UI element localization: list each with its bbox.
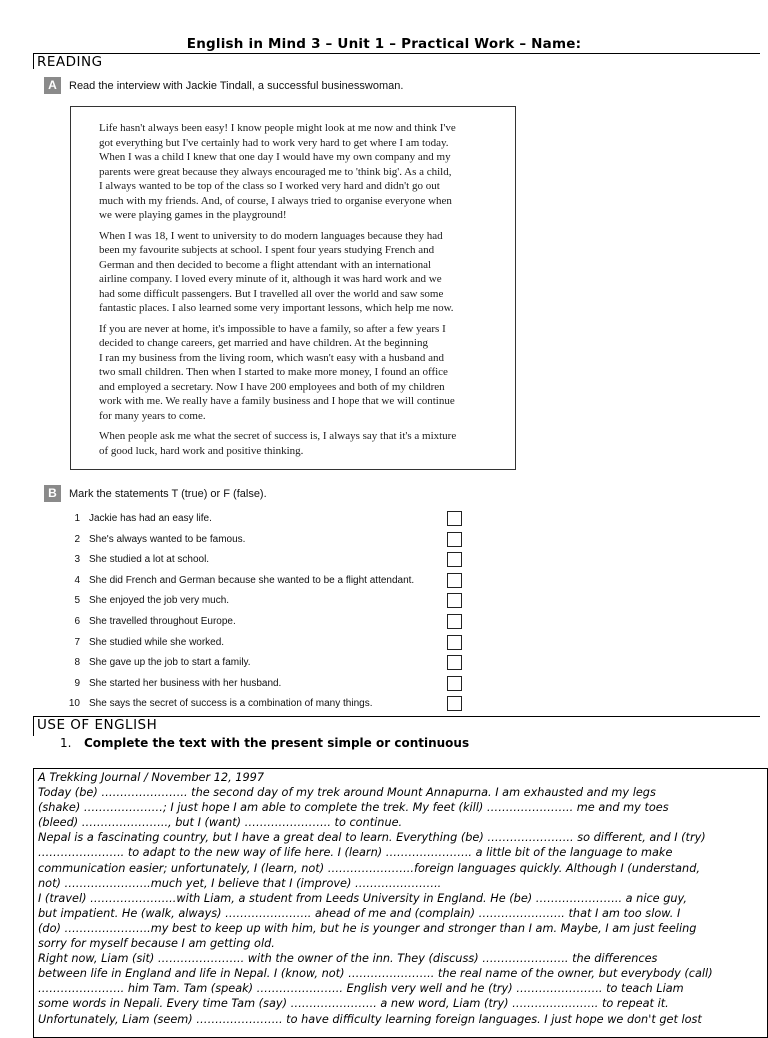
journal-line: not) …………………..much yet, I believe that I (improve) ………………….. bbox=[38, 876, 442, 890]
passage-line: we were playing games in the playground! bbox=[99, 209, 287, 221]
statement-text: Jackie has had an easy life. bbox=[89, 513, 212, 524]
passage-line: fantastic places. I also learned some very important lessons, which help me now. bbox=[99, 302, 454, 314]
passage-line: If you are never at home, it's impossible to have a family, so after a few years I bbox=[99, 322, 446, 335]
passage-line: I ran my business from the living room, which wasn't easy with a husband and bbox=[99, 351, 445, 364]
journal-line: ………………….. to adapt to the new way of life here. I (learn) ………………….. a little bit of the language to make bbox=[38, 846, 673, 860]
passage-line: German and then decided to become a flight attendant with an international bbox=[99, 258, 432, 271]
statement-row bbox=[66, 633, 476, 654]
trekking-journal-text bbox=[33, 768, 768, 1038]
passage-line: for many years to come. bbox=[99, 409, 206, 422]
passage-line: of good luck, hard work and positive thinking. bbox=[99, 444, 304, 457]
title-rule bbox=[33, 53, 760, 54]
task-a-badge: A bbox=[44, 77, 61, 94]
statement-text: She's always wanted to be famous. bbox=[89, 533, 246, 545]
statement-row bbox=[66, 674, 476, 695]
statement-row bbox=[66, 591, 476, 612]
passage-line: had some difficult passengers. But I travelled all over the world and saw some bbox=[99, 287, 444, 300]
answer-checkbox[interactable] bbox=[447, 676, 462, 691]
statement-number: 6 bbox=[74, 615, 80, 627]
passage-line: decided to change careers, get married and have children. At the beginning bbox=[99, 337, 428, 349]
passage-paragraph bbox=[99, 322, 495, 424]
answer-checkbox[interactable] bbox=[447, 532, 462, 547]
passage-line: When I was a child I knew that one day I would have my own company and my bbox=[99, 151, 451, 163]
passage-line: and employed a secretary. Now I have 200 employees and both of my children bbox=[99, 380, 445, 393]
statement-text: She enjoyed the job very much. bbox=[89, 595, 230, 607]
statement-number: 10 bbox=[68, 698, 80, 710]
journal-line: between life in England and life in Nepal. I (know, not) ………………….. the real name of the owner, but everybody (call) bbox=[38, 967, 713, 981]
exercise-instruction-text: Complete the text with the present simple or continuous bbox=[84, 736, 470, 750]
journal-line: (shake) …………………; I just hope I am able to complete the trek. My feet (kill) ………………….. me and my toes bbox=[38, 801, 669, 815]
passage-line: been my favourite subjects at school. I spent four years studying French and bbox=[99, 244, 435, 256]
statement-text: She did French and German because she wanted to be a flight attendant. bbox=[89, 574, 415, 586]
answer-checkbox[interactable] bbox=[447, 593, 462, 608]
statement-number: 8 bbox=[74, 657, 80, 669]
reading-heading: READING bbox=[37, 54, 103, 70]
statement-row bbox=[66, 571, 476, 592]
statement-text: She studied a lot at school. bbox=[89, 554, 210, 566]
statement-text: She started her business with her husband. bbox=[89, 677, 282, 689]
passage-line: airline company. I loved every minute of it, although it was hard work and we bbox=[99, 273, 442, 285]
journal-line: Unfortunately, Liam (seem) ………………….. to have difficulty learning foreign languages. I just hope we don't get lost bbox=[38, 1012, 702, 1026]
statement-text: She says the secret of success is a combination of many things. bbox=[89, 698, 373, 710]
journal-line: Nepal is a fascinating country, but I have a great deal to learn. Everything (be) ………………….. so different, and I (try) bbox=[38, 831, 706, 845]
answer-checkbox[interactable] bbox=[447, 511, 462, 526]
passage-paragraph bbox=[99, 229, 495, 316]
statement-number: 7 bbox=[74, 636, 80, 648]
statement-row bbox=[66, 530, 476, 551]
use-of-english-heading: USE OF ENGLISH bbox=[37, 717, 158, 733]
statements-list bbox=[66, 509, 476, 715]
answer-checkbox[interactable] bbox=[447, 655, 462, 670]
statement-number: 2 bbox=[74, 533, 80, 545]
statement-number: 3 bbox=[74, 554, 80, 566]
answer-checkbox[interactable] bbox=[447, 635, 462, 650]
answer-checkbox[interactable] bbox=[447, 573, 462, 588]
interview-passage bbox=[70, 106, 516, 470]
statement-text: She travelled throughout Europe. bbox=[89, 615, 236, 627]
passage-line: two small children. Then when I started to make more money, I found an office bbox=[99, 366, 448, 378]
answer-checkbox[interactable] bbox=[447, 614, 462, 629]
journal-line: (bleed) ………………….., but I (want) ………………….. to continue. bbox=[38, 816, 403, 830]
passage-line: work with me. We really have a family business and I hope that we will continue bbox=[99, 395, 455, 407]
task-a-instruction: Read the interview with Jackie Tindall, a successful businesswoman. bbox=[69, 80, 404, 92]
statement-number: 4 bbox=[74, 574, 80, 586]
passage-line: much with my friends. And, of course, I always tried to organise everyone when bbox=[99, 194, 452, 207]
journal-line: (do) …………………..my best to keep up with him, but he is younger and stronger than I am. Maybe, I am just feeling bbox=[38, 921, 697, 935]
journal-line: some words in Nepali. Every time Tam (say) ………………….. a new word, Liam (try) ………………….. to repeat it. bbox=[38, 997, 669, 1011]
statement-number: 9 bbox=[74, 677, 80, 689]
statement-text: She gave up the job to start a family. bbox=[89, 657, 251, 669]
answer-checkbox[interactable] bbox=[447, 552, 462, 567]
statement-row bbox=[66, 653, 476, 674]
journal-line: I (travel) …………………..with Liam, a student from Leeds University in England. He (be) ………………….. a nice guy, bbox=[38, 891, 687, 905]
answer-checkbox[interactable] bbox=[447, 696, 462, 711]
reading-left-rule bbox=[33, 53, 34, 69]
statement-row bbox=[66, 612, 476, 633]
worksheet-title: English in Mind 3 – Unit 1 – Practical Work – Name: bbox=[186, 36, 582, 52]
statement-number: 5 bbox=[74, 595, 80, 607]
passage-paragraph bbox=[99, 429, 495, 458]
statement-row bbox=[66, 509, 476, 530]
journal-line: communication easier; unfortunately, I (learn, not) …………………..foreign languages quickly. Although I (understand, bbox=[38, 861, 700, 875]
passage-paragraph bbox=[99, 121, 495, 223]
journal-line: but impatient. He (walk, always) ………………….. ahead of me and (complain) ………………….. that I am too slow. I bbox=[38, 906, 681, 920]
passage-line: When I was 18, I went to university to do modern languages because they had bbox=[99, 229, 443, 242]
task-b-instruction: Mark the statements T (true) or F (false). bbox=[69, 488, 267, 500]
passage-line: When people ask me what the secret of success is, I always say that it's a mixture bbox=[99, 430, 457, 442]
passage-line: got everything but I've certainly had to work very hard to get where I am today. bbox=[99, 136, 449, 149]
statement-row bbox=[66, 550, 476, 571]
journal-line: Right now, Liam (sit) ………………….. with the owner of the inn. They (discuss) ………………….. the differences bbox=[38, 952, 658, 966]
journal-line: sorry for myself because I am getting old. bbox=[38, 937, 275, 951]
statement-text: She studied while she worked. bbox=[89, 636, 225, 648]
statement-row bbox=[66, 694, 476, 715]
statement-number: 1 bbox=[74, 513, 80, 524]
journal-line: ………………….. him Tam. Tam (speak) ………………….. English very well and he (try) ………………….. to teach Liam bbox=[38, 982, 684, 996]
journal-line: A Trekking Journal / November 12, 1997 bbox=[38, 771, 265, 784]
use-of-english-left-rule bbox=[33, 716, 34, 736]
task-b-badge: B bbox=[44, 485, 61, 502]
exercise-number: 1. bbox=[60, 736, 72, 750]
journal-line: Today (be) ………………….. the second day of my trek around Mount Annapurna. I am exhausted and my legs bbox=[38, 786, 656, 800]
passage-line: Life hasn't always been easy! I know people might look at me now and think I've bbox=[99, 122, 456, 134]
exercise-1-instruction bbox=[60, 736, 469, 750]
passage-line: parents were great because they always encouraged me to 'think big'. As a child, bbox=[99, 165, 452, 178]
passage-line: I always wanted to be top of the class so I worked very hard and didn't go out bbox=[99, 180, 440, 192]
